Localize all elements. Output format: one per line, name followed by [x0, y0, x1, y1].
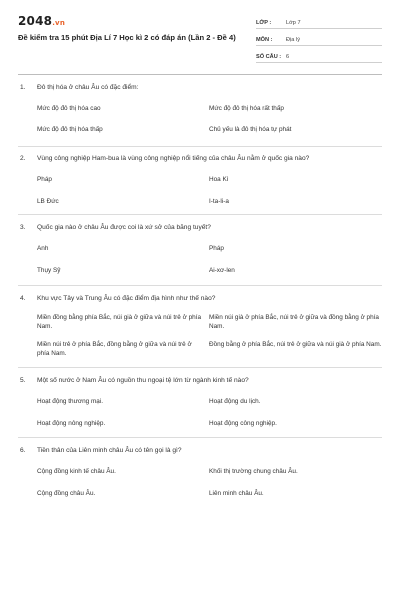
answer-option[interactable]: Miền đồng bằng phía Bắc, núi già ở giữa và núi trẻ ở phía Nam.	[37, 314, 202, 330]
meta-value: Lớp 7	[286, 20, 301, 26]
answer-option[interactable]: Anh	[37, 245, 49, 252]
question-number: 3.	[20, 224, 26, 231]
answer-option[interactable]: I-ta-li-a	[209, 198, 229, 205]
answer-options	[18, 104, 382, 134]
question-text: Vùng công nghiệp Ham-bua là vùng công nghiệp nổi tiếng của châu Âu nằm ở quốc gia nào?	[37, 155, 310, 162]
answer-option[interactable]: Chủ yếu là đô thị hóa tự phát	[209, 126, 292, 133]
question-text: Đô thị hóa ở châu Âu có đặc điểm:	[37, 84, 139, 91]
question-stem	[18, 446, 382, 455]
answer-option[interactable]: Miền núi già ở phía Bắc, núi trẻ ở giữa và đồng bằng ở phía Nam.	[209, 314, 379, 330]
question-6	[18, 438, 382, 498]
question-number: 4.	[20, 295, 26, 302]
answer-option[interactable]: Pháp	[209, 245, 224, 252]
answer-option[interactable]: Pháp	[37, 176, 52, 183]
meta-count-row	[256, 48, 382, 63]
question-5	[18, 368, 382, 428]
question-stem	[18, 294, 382, 303]
answer-option[interactable]: Cộng đồng châu Âu.	[37, 490, 96, 497]
meta-label: SỐ CÂU :	[256, 54, 282, 60]
answer-option[interactable]: Cộng đồng kinh tế châu Âu.	[37, 468, 116, 475]
site-logo[interactable]	[18, 14, 256, 30]
answer-options	[18, 313, 382, 358]
question-stem	[18, 223, 382, 232]
question-number: 2.	[20, 155, 26, 162]
question-2	[18, 147, 382, 206]
question-text: Tiền thân của Liên minh châu Âu có tên gọi là gì?	[37, 447, 182, 454]
answer-option[interactable]: Thụy Sỹ	[37, 267, 61, 274]
answer-options	[18, 467, 382, 498]
question-text: Khu vực Tây và Trung Âu có đặc điểm địa hình như thế nào?	[37, 295, 216, 302]
question-number: 1.	[20, 84, 26, 91]
meta-value: Địa lý	[286, 37, 300, 43]
answer-option[interactable]: Hoạt động du lịch.	[209, 398, 261, 405]
question-list	[18, 80, 382, 498]
answer-option[interactable]: Ai-xơ-len	[209, 267, 235, 274]
question-3	[18, 215, 382, 275]
question-number: 6.	[20, 447, 26, 454]
answer-option[interactable]: Đồng bằng ở phía Bắc, núi trẻ ở giữa và núi già ở phía Nam.	[209, 341, 382, 348]
answer-option[interactable]: Khối thị trường chung châu Âu.	[209, 468, 298, 475]
meta-subject-row	[256, 31, 382, 46]
answer-option[interactable]: Mức độ đô thị hóa rất thấp	[209, 105, 284, 112]
question-number: 5.	[20, 377, 26, 384]
header-divider	[18, 74, 382, 75]
question-1	[18, 80, 382, 134]
answer-option[interactable]: Mức độ đô thị hóa cao	[37, 105, 101, 112]
answer-options	[18, 175, 382, 206]
answer-option[interactable]: Miền núi trẻ ở phía Bắc, đồng bằng ở giữa và núi trẻ ở phía Nam.	[37, 341, 192, 357]
answer-option[interactable]: LB Đức	[37, 198, 59, 205]
document-title: Đề kiểm tra 15 phút Địa Lí 7 Học kì 2 có đáp án (Lần 2 - Đề 4)	[18, 33, 236, 42]
question-4	[18, 286, 382, 358]
answer-option[interactable]: Liên minh châu Âu.	[209, 490, 264, 497]
question-stem	[18, 154, 382, 163]
meta-class-row	[256, 14, 382, 29]
question-text: Một số nước ở Nam Âu có nguồn thu ngoại tệ lớn từ ngành kinh tế nào?	[37, 377, 249, 384]
logo-text: 2048	[18, 14, 53, 28]
answer-option[interactable]: Hoạt động thương mại.	[37, 398, 104, 405]
question-stem	[18, 83, 382, 92]
question-stem	[18, 376, 382, 385]
meta-value: 6	[286, 54, 290, 60]
answer-option[interactable]: Hoạt động nông nghiệp.	[37, 420, 106, 427]
meta-info	[256, 14, 382, 68]
header-left	[18, 14, 256, 68]
answer-option[interactable]: Hoạt động công nghiệp.	[209, 420, 277, 427]
answer-options	[18, 397, 382, 428]
answer-options	[18, 244, 382, 275]
meta-label: LỚP :	[256, 20, 272, 26]
page-header	[18, 0, 382, 68]
meta-label: MÔN :	[256, 37, 273, 43]
logo-suffix: .vn	[52, 19, 66, 27]
question-text: Quốc gia nào ở châu Âu được coi là xứ sở của băng tuyết?	[37, 224, 211, 231]
answer-option[interactable]: Hoa Kì	[209, 176, 229, 183]
answer-option[interactable]: Mức độ đô thị hóa thấp	[37, 126, 103, 133]
